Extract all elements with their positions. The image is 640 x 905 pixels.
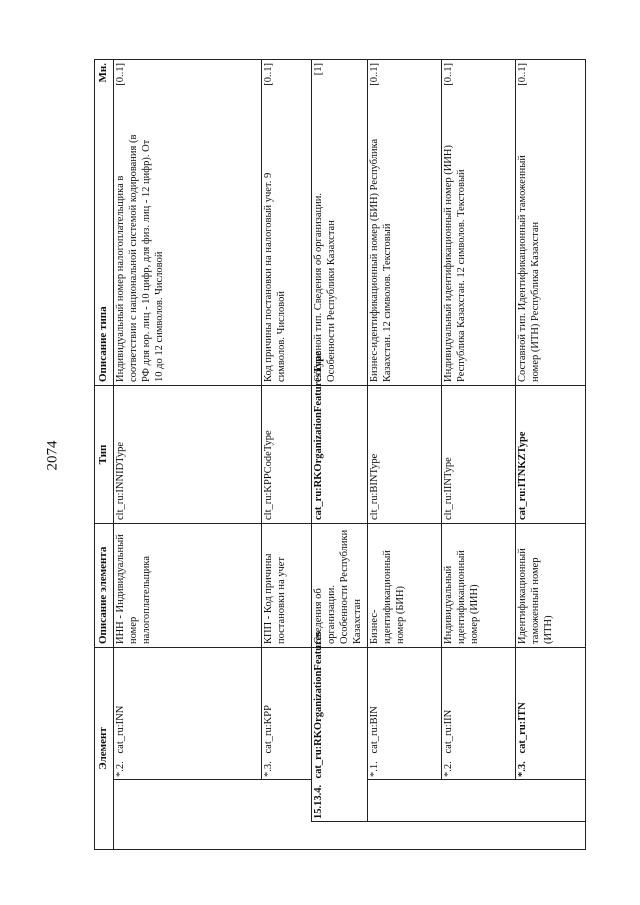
- type-name: clt_ru:KPPCodeType: [262, 386, 312, 524]
- element-description: ИНН - Индивидуальный номер налогоплательщика: [114, 524, 262, 648]
- multiplicity: [0..1]: [517, 63, 528, 86]
- element-name: cat_ru:IIN: [442, 648, 516, 755]
- table-row: [312, 60, 368, 850]
- indent-cell: [368, 780, 442, 822]
- indent-cell: [442, 822, 516, 850]
- multiplicity: [0..1]: [115, 63, 126, 86]
- type-description: Индивидуальный идентификационный номер (ИИН) Республика Казахстан. 12 символов. Текстовый: [443, 145, 467, 382]
- indent-cell: [516, 780, 586, 822]
- rotated-table-container: [94, 60, 554, 850]
- type-description: Код причины постановки на налоговый учет. 9 символов. Числовой: [263, 172, 287, 382]
- type-name: clt_ru:INNIDType: [114, 386, 262, 524]
- indent-cell: [442, 780, 516, 822]
- element-name: cat_ru:BIN: [368, 648, 442, 755]
- element-name: cat_ru:RKOrganizationFeatures: [312, 648, 368, 780]
- element-name: cat_ru:KPP: [262, 648, 312, 755]
- page-number-text: 2074: [44, 440, 61, 470]
- header-mult: Мн.: [97, 63, 109, 83]
- type-description: Составной тип. Сведения об организации. Особенности Республики Казахстан: [313, 192, 337, 382]
- table-row: [262, 60, 312, 850]
- type-desc-and-mult: [312, 60, 368, 386]
- multiplicity: [0..1]: [263, 63, 274, 86]
- multiplicity: [0..1]: [443, 63, 454, 86]
- header-element: Элемент: [95, 648, 114, 850]
- header-row: [95, 60, 114, 850]
- type-name: cat_ru:RKOrganizationFeaturesType: [312, 386, 368, 524]
- type-desc-and-mult: [516, 60, 586, 386]
- indent-cell: [114, 780, 262, 822]
- table-row: [114, 60, 262, 850]
- indent-cell: [312, 822, 368, 850]
- multiplicity: [1]: [313, 63, 324, 76]
- row-number: *.1.: [368, 755, 442, 780]
- element-name: cat_ru:INN: [114, 648, 262, 755]
- multiplicity: [0..1]: [369, 63, 380, 86]
- element-description: Индивидуальный идентификационный номер (ИИН): [442, 524, 516, 648]
- type-description: Бизнес-идентификационный номер (БИН) Республика Казахстан. 12 символов. Текстовый: [369, 138, 393, 382]
- header-element-desc: Описание элемента: [95, 524, 114, 648]
- type-desc-and-mult: [442, 60, 516, 386]
- table-row: [368, 60, 442, 850]
- type-desc-and-mult: [368, 60, 442, 386]
- element-description: КПП - Код причины постановки на учет: [262, 524, 312, 648]
- element-description: Бизнес-идентификационный номер (БИН): [368, 524, 442, 648]
- row-number: 15.13.4.: [312, 780, 368, 822]
- indent-cell: [516, 822, 586, 850]
- page-number: [38, 440, 68, 470]
- type-description: Индивидуальный номер налогоплательщика в соответствии с национальной системой кодирования (в РФ для юр. лиц - 10 цифр, для физ. лиц - 12 цифр). От 10 до 12 символов. Числовой: [115, 134, 165, 382]
- type-name: clt_ru:IINType: [442, 386, 516, 524]
- header-type-desc: Описание типа: [97, 306, 109, 382]
- type-name: clt_ru:BINType: [368, 386, 442, 524]
- table-row: [516, 60, 586, 850]
- elements-table: [94, 59, 586, 850]
- indent-cell: [262, 822, 312, 850]
- row-number: *.3.: [262, 755, 312, 780]
- element-description: Сведения об организации. Особенности Республики Казахстан: [312, 524, 368, 648]
- row-number: *.3.: [516, 755, 586, 780]
- row-number: *.2.: [442, 755, 516, 780]
- row-number: *.2.: [114, 755, 262, 780]
- header-type: Тип: [95, 386, 114, 524]
- indent-cell: [368, 822, 442, 850]
- table-row: [442, 60, 516, 850]
- type-name: cat_ru:ITNKZType: [516, 386, 586, 524]
- indent-cell: [262, 780, 312, 822]
- type-description: Составной тип. Идентификационный таможенный номер (ИТН) Республика Казахстан: [517, 155, 541, 382]
- element-description: Идентификационный таможенный номер (ИТН): [516, 524, 586, 648]
- indent-cell: [114, 822, 262, 850]
- type-desc-and-mult: [114, 60, 262, 386]
- type-desc-and-mult: [262, 60, 312, 386]
- element-name: cat_ru:ITN: [516, 648, 586, 755]
- header-type-desc-and-mult: [95, 60, 114, 386]
